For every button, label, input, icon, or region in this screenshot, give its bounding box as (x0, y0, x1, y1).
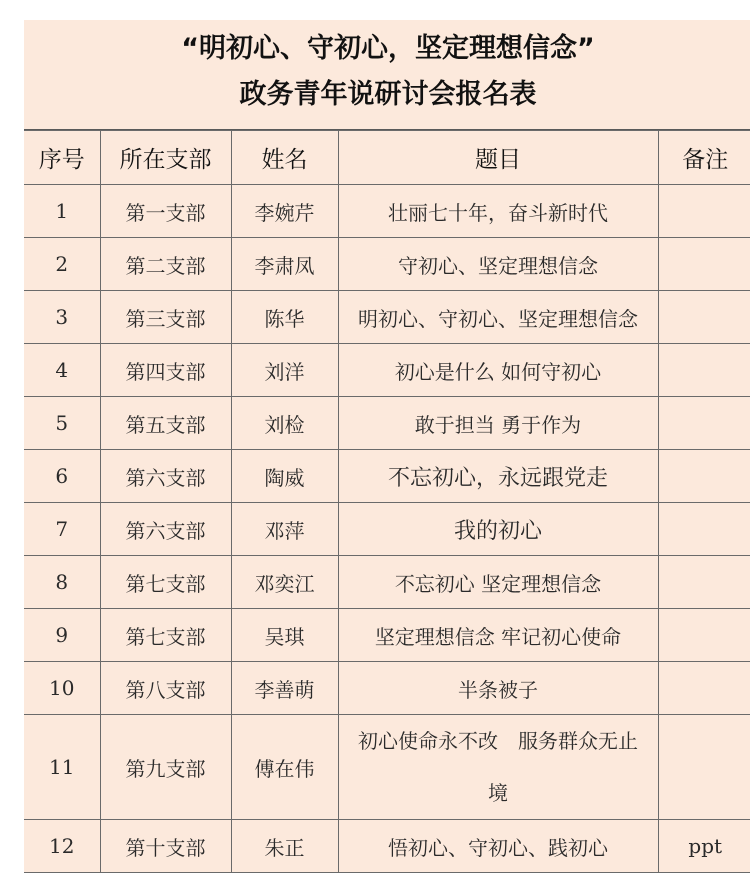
cell-note (658, 503, 750, 556)
cell-topic-text: 初心使命永不改 服务群众无止境 (358, 729, 638, 805)
cell-note (658, 185, 750, 238)
cell-branch: 第七支部 (100, 556, 231, 609)
header-branch: 所在支部 (100, 131, 231, 185)
cell-no: 6 (24, 450, 100, 503)
header-note: 备注 (658, 131, 750, 185)
table-row (24, 238, 750, 291)
cell-note (658, 450, 750, 503)
cell-branch: 第六支部 (100, 503, 231, 556)
cell-branch: 第二支部 (100, 238, 231, 291)
cell-branch: 第六支部 (100, 450, 231, 503)
table-row (24, 820, 750, 873)
cell-topic: 悟初心、守初心、践初心 (338, 820, 658, 873)
cell-note (658, 344, 750, 397)
cell-topic: 不忘初心 坚定理想信念 (338, 556, 658, 609)
registration-sheet (24, 20, 750, 873)
cell-name: 李善萌 (231, 662, 338, 715)
header-row (24, 131, 750, 185)
cell-no: 10 (24, 662, 100, 715)
table-row (24, 609, 750, 662)
cell-branch: 第九支部 (100, 715, 231, 820)
header-name: 姓名 (231, 131, 338, 185)
title-block (24, 20, 750, 130)
cell-branch: 第三支部 (100, 291, 231, 344)
cell-no: 12 (24, 820, 100, 873)
registration-table (24, 130, 750, 873)
cell-no: 9 (24, 609, 100, 662)
cell-name: 李婉芹 (231, 185, 338, 238)
table-row (24, 715, 750, 820)
cell-topic: 半条被子 (338, 662, 658, 715)
header-no: 序号 (24, 131, 100, 185)
cell-topic: 初心是什么 如何守初心 (338, 344, 658, 397)
table-row (24, 185, 750, 238)
cell-no: 8 (24, 556, 100, 609)
table-row (24, 503, 750, 556)
cell-note: ppt (658, 820, 750, 873)
cell-no: 3 (24, 291, 100, 344)
cell-no: 1 (24, 185, 100, 238)
cell-name: 朱正 (231, 820, 338, 873)
cell-no: 11 (24, 715, 100, 820)
cell-no: 7 (24, 503, 100, 556)
cell-no: 5 (24, 397, 100, 450)
cell-name: 陈华 (231, 291, 338, 344)
cell-topic (338, 715, 658, 820)
cell-name: 刘检 (231, 397, 338, 450)
title-line-1: “明初心、守初心，坚定理想信念” (181, 33, 595, 64)
title-line-2: 政务青年说研讨会报名表 (239, 79, 537, 110)
cell-topic: 守初心、坚定理想信念 (338, 238, 658, 291)
cell-note (658, 397, 750, 450)
cell-branch: 第十支部 (100, 820, 231, 873)
cell-branch: 第八支部 (100, 662, 231, 715)
cell-name: 邓萍 (231, 503, 338, 556)
cell-name: 李肃凤 (231, 238, 338, 291)
table-row (24, 344, 750, 397)
table-row (24, 397, 750, 450)
cell-topic: 壮丽七十年，奋斗新时代 (338, 185, 658, 238)
cell-name: 刘洋 (231, 344, 338, 397)
cell-note (658, 291, 750, 344)
cell-note (658, 662, 750, 715)
cell-branch: 第一支部 (100, 185, 231, 238)
cell-note (658, 609, 750, 662)
cell-topic: 敢于担当 勇于作为 (338, 397, 658, 450)
cell-topic: 坚定理想信念 牢记初心使命 (338, 609, 658, 662)
table-row (24, 662, 750, 715)
cell-branch: 第七支部 (100, 609, 231, 662)
header-topic: 题目 (338, 131, 658, 185)
cell-no: 4 (24, 344, 100, 397)
cell-note (658, 556, 750, 609)
table-row (24, 450, 750, 503)
table-row (24, 556, 750, 609)
cell-branch: 第四支部 (100, 344, 231, 397)
cell-topic: 我的初心 (338, 503, 658, 556)
cell-name: 吴琪 (231, 609, 338, 662)
table-row (24, 291, 750, 344)
cell-name: 邓奕江 (231, 556, 338, 609)
cell-name: 陶威 (231, 450, 338, 503)
cell-no: 2 (24, 238, 100, 291)
cell-note (658, 715, 750, 820)
cell-topic: 明初心、守初心、坚定理想信念 (338, 291, 658, 344)
cell-note (658, 238, 750, 291)
cell-name: 傅在伟 (231, 715, 338, 820)
cell-branch: 第五支部 (100, 397, 231, 450)
cell-topic: 不忘初心，永远跟党走 (338, 450, 658, 503)
